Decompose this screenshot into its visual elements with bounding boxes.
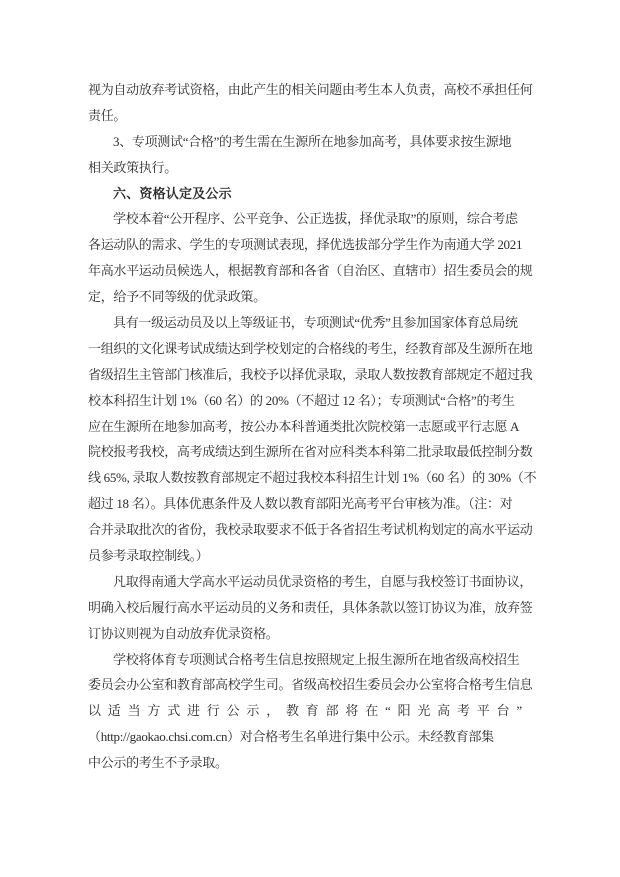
- section-heading: 六、资格认定及公示: [113, 185, 232, 201]
- text-line: 学校将体育专项测试合格考生信息按照规定上报生源所在地省级高校招生: [113, 651, 520, 667]
- document-text-block: [88, 77, 537, 776]
- text-line: 明确入校后履行高水平运动员的义务和责任，具体条款以签订协议为准，放弃签: [88, 599, 533, 615]
- text-line: 年高水平运动员候选人，根据教育部和各省（自治区、直辖市）招生委员会的规: [88, 263, 533, 279]
- text-line: 学校本着“公开程序、公平竞争、公正选拔，择优录取”的原则，综合考虑: [113, 211, 518, 227]
- text-line: 具有一级运动员及以上等级证书，专项测试“优秀”且参加国家体育总局统: [113, 315, 518, 331]
- text-line: 委员会办公室和教育部高校学生司。省级高校招生委员会办公室将合格考生信息: [88, 677, 533, 693]
- text-line: 中公示的考生不予录取。: [88, 755, 228, 771]
- text-line: 员参考录取控制线。）: [88, 548, 209, 564]
- text-line: 凡取得南通大学高水平运动员优录资格的考生，自愿与我校签订书面协议，: [113, 573, 533, 589]
- text-line: 3、专项测试“合格”的考生需在生源所在地参加高考，具体要求按生源地: [113, 133, 512, 149]
- text-line: 线 65%, 录取人数按教育部规定不超过我校本科招生计划 1%（60 名）的 30%（不: [88, 470, 537, 486]
- text-line: 应在生源所在地参加高考，按公办本科普通类批次院校第一志愿或平行志愿 A: [88, 418, 520, 434]
- text-line: 责任。: [88, 107, 127, 123]
- text-line: 相关政策执行。: [88, 159, 177, 175]
- text-line: 一组织的文化课考试成绩达到学校划定的合格线的考生，经教育部及生源所在地: [88, 340, 533, 356]
- text-line: 定，给予不同等级的优录政策。: [88, 289, 266, 305]
- text-line: 视为自动放弃考试资格，由此产生的相关问题由考生本人负责，高校不承担任何: [88, 82, 533, 97]
- text-line: 超过 18 名）。具体优惠条件及人数以教育部阳光高考平台审核为准。（注：对: [88, 496, 513, 512]
- text-line: 院校报考我校，高考成绩达到生源所在省对应科类本科第二批录取最低控制分数: [88, 444, 533, 460]
- text-line: 以适当方式进行公示，教育部将在“阳光高考平台”: [88, 703, 529, 719]
- text-line: 合并录取批次的省份，我校录取要求不低于各省招生考试机构划定的高水平运动: [88, 522, 533, 538]
- text-line: 各运动队的需求、学生的专项测试表现，择优选拔部分学生作为南通大学 2021: [88, 237, 523, 253]
- text-line: 订协议则视为自动放弃优录资格。: [88, 625, 279, 641]
- text-line: 校本科招生计划 1%（60 名）的 20%（不超过 12 名）；专项测试“合格”的考生: [88, 392, 515, 408]
- text-line-with-url: （http://gaokao.chsi.com.cn）对合格考生名单进行集中公示。未经教育部集: [88, 729, 494, 745]
- text-line: 省级招生主管部门核准后，我校予以择优录取，录取人数按教育部规定不超过我: [88, 366, 533, 382]
